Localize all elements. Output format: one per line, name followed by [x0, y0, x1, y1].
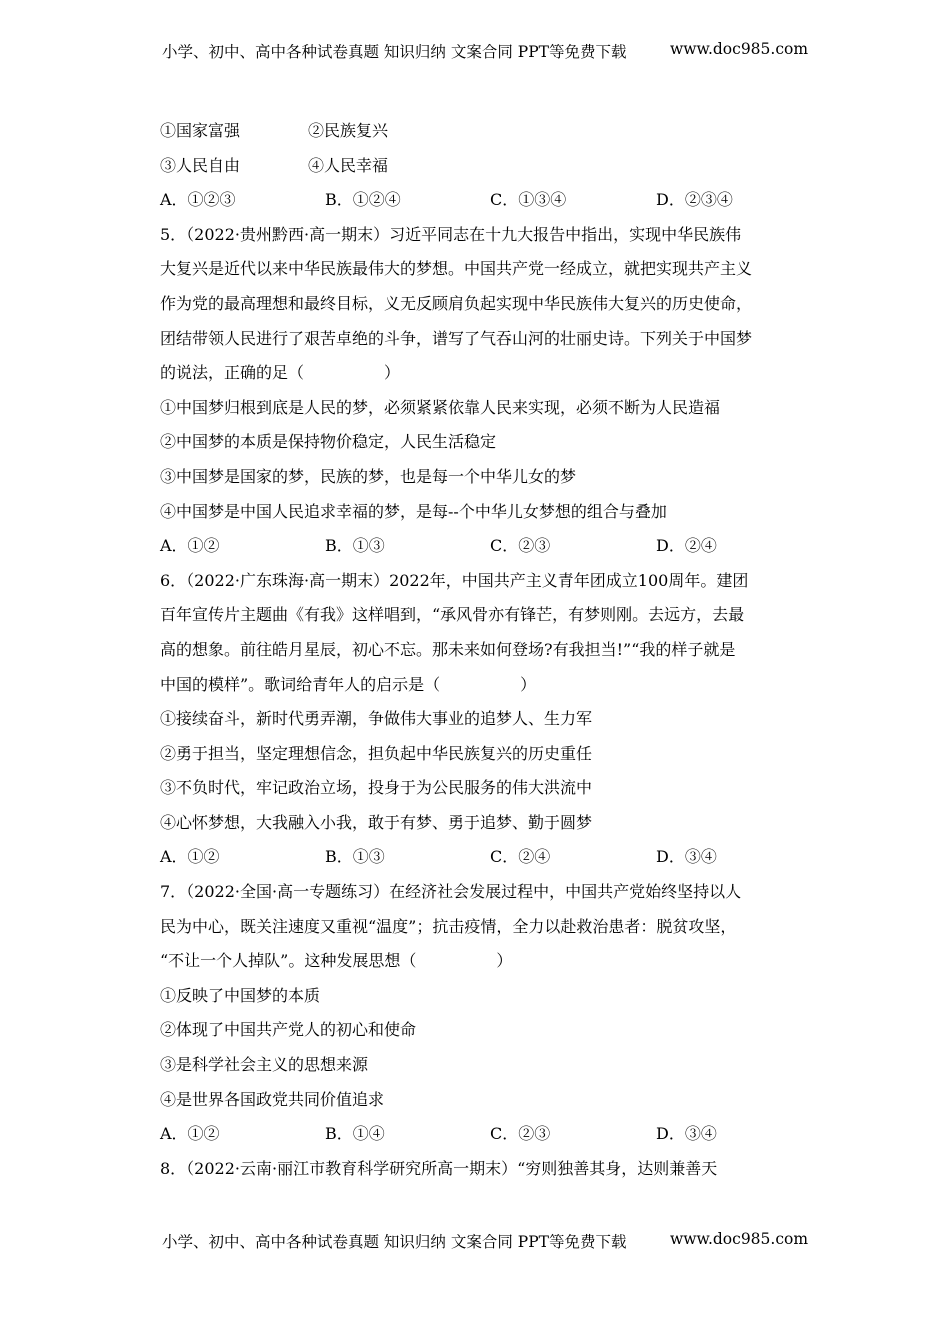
q5-item: ④中国梦是中国人民追求幸福的梦，是每--个中华儿女梦想的组合与叠加	[160, 501, 667, 521]
q6-item: ②勇于担当，坚定理想信念，担负起中华民族复兴的历史重任	[160, 743, 593, 763]
q6-stem-line: 百年宣传片主题曲《有我》这样唱到，“承风骨亦有锋芒，有梦则刚。去远方，去最	[160, 605, 745, 625]
q4-options	[160, 183, 800, 218]
q7-item: ③是科学社会主义的思想来源	[160, 1055, 369, 1075]
option-b: B．①④	[325, 1124, 385, 1144]
q4-item: ①国家富强	[160, 121, 241, 140]
q6-stem-line: 6．（2022·广东珠海·高一期末）2022年，中国共产主义青年团成立100周年。建团	[160, 570, 749, 590]
option-b: B．①②④	[325, 190, 401, 210]
option-b: B．①③	[325, 847, 385, 867]
option-a: A．①②③	[160, 190, 236, 210]
header-promo-text: 小学、初中、高中各种试卷真题 知识归纳 文案合同 PPT等免费下载	[162, 43, 627, 61]
q6-stem-line: 高的想象。前往皓月星辰，初心不忘。那未来如何登场?有我担当!”“我的样子就是	[160, 639, 736, 659]
option-c: C．①③④	[490, 190, 567, 210]
q7-stem-line: 7．（2022·全国·高一专题练习）在经济社会发展过程中，中国共产党始终坚持以人	[160, 882, 742, 902]
option-a: A．①②	[160, 536, 220, 556]
q5-item: ①中国梦归根到底是人民的梦，必须紧紧依靠人民来实现，必须不断为人民造福	[160, 397, 721, 417]
q7-stem-line: 民为中心，既关注速度又重视“温度”；抗击疫情，全力以赴救治患者：脱贫攻坚，	[160, 916, 737, 936]
q7-stem-line: “不让一个人掉队”。这种发展思想（ ）	[160, 951, 513, 971]
option-a: A．①②	[160, 1124, 220, 1144]
q5-options	[160, 529, 800, 564]
q5-item: ③中国梦是国家的梦，民族的梦，也是每一个中华儿女的梦	[160, 466, 577, 486]
footer-website: www.doc985.com	[670, 1230, 809, 1248]
q5-stem-line: 团结带领人民进行了艰苦卓绝的斗争，谱写了气吞山河的壮丽史诗。下列关于中国梦	[160, 328, 753, 348]
q7-options	[160, 1117, 800, 1152]
q7-item: ④是世界各国政党共同价值追求	[160, 1089, 385, 1109]
q8-stem-line: 8．（2022·云南·丽江市教育科学研究所高一期末）“穷则独善其身，达则兼善天	[160, 1158, 718, 1178]
option-d: D．③④	[656, 1124, 717, 1144]
q6-stem-line: 中国的模样”。歌词给青年人的启示是（ ）	[160, 674, 537, 694]
q5-stem-line: 5．（2022·贵州黔西·高一期末）习近平同志在十九大报告中指出，实现中华民族伟	[160, 224, 742, 244]
q4-items-row-1	[160, 114, 800, 149]
q4-item: ④人民幸福	[308, 155, 389, 175]
q5-stem-line: 的说法，正确的足（ ）	[160, 363, 401, 383]
q5-stem-line: 作为党的最高理想和最终目标，义无反顾肩负起实现中华民族伟大复兴的历史使命，	[160, 293, 753, 313]
q4-items-row-2	[160, 149, 800, 184]
option-c: C．②④	[490, 847, 551, 867]
q4-item: ②民族复兴	[308, 121, 389, 140]
option-b: B．①③	[325, 536, 385, 556]
option-d: D．②③④	[656, 190, 733, 210]
q6-item: ④心怀梦想，大我融入小我，敢于有梦、勇于追梦、勤于圆梦	[160, 812, 593, 832]
q5-item: ②中国梦的本质是保持物价稳定，人民生活稳定	[160, 432, 497, 452]
option-a: A．①②	[160, 847, 220, 867]
q7-item: ②体现了中国共产党人的初心和使命	[160, 1020, 417, 1040]
option-d: D．②④	[656, 536, 717, 556]
footer-promo-text: 小学、初中、高中各种试卷真题 知识归纳 文案合同 PPT等免费下载	[162, 1233, 627, 1251]
q7-item: ①反映了中国梦的本质	[160, 985, 321, 1005]
question-content	[160, 114, 800, 1186]
option-c: C．②③	[490, 536, 551, 556]
q6-options	[160, 840, 800, 875]
header-website: www.doc985.com	[670, 40, 809, 58]
q6-item: ③不负时代，牢记政治立场，投身于为公民服务的伟大洪流中	[160, 778, 593, 798]
option-c: C．②③	[490, 1124, 551, 1144]
q5-stem-line: 大复兴是近代以来中华民族最伟大的梦想。中国共产党一经成立，就把实现共产主义	[160, 259, 753, 279]
option-d: D．③④	[656, 847, 717, 867]
q6-item: ①接续奋斗，新时代勇弄潮，争做伟大事业的追梦人、生力军	[160, 709, 593, 729]
q4-item: ③人民自由	[160, 155, 241, 175]
